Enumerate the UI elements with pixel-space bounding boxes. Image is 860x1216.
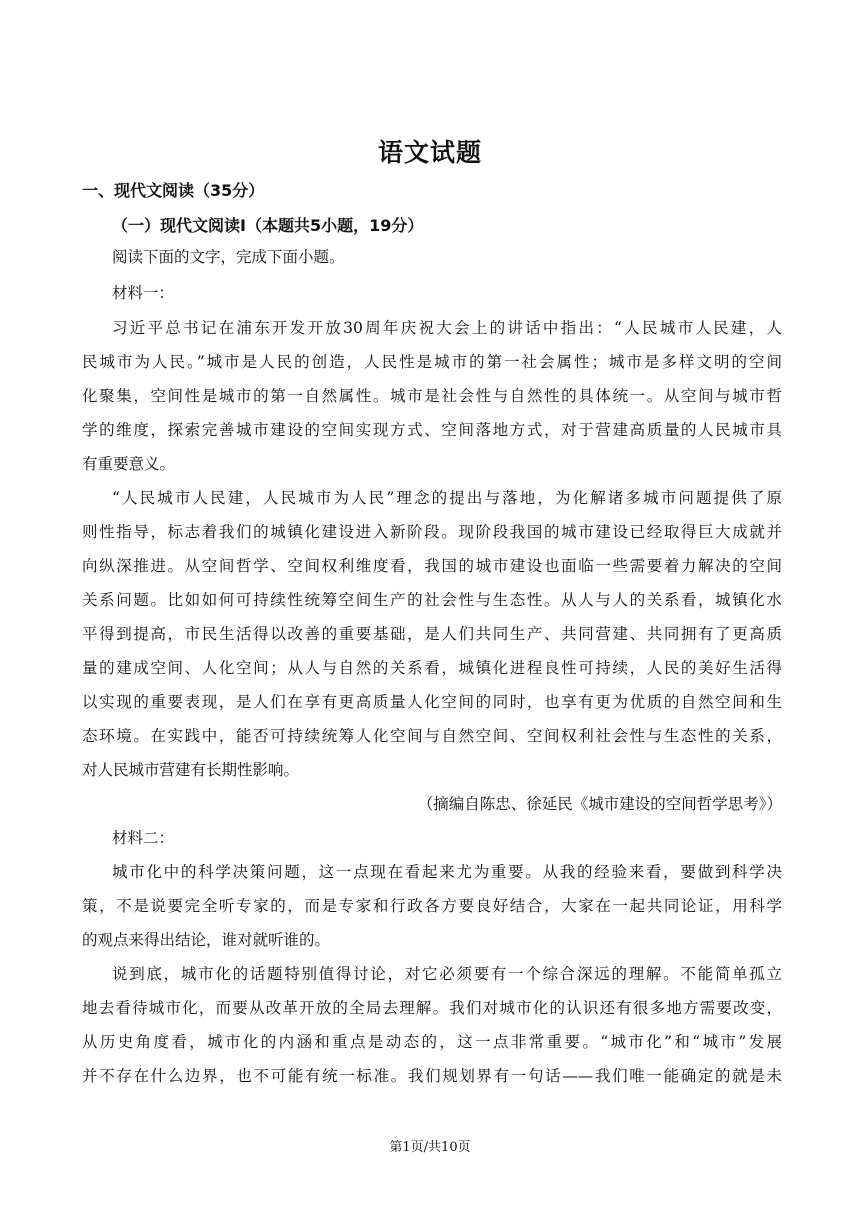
subsection-heading: （一）现代文阅读Ⅰ（本题共5小题，19分） [112,216,424,235]
page-number: 第1页/共10页 [389,1140,471,1155]
text-line: 态环境。在实践中，能否可持续统筹人化空间与自然空间、空间权利社会性与生态性的关系， [82,727,782,745]
text-line: 说到底，城市化的话题特别值得讨论，对它必须要有一个综合深远的理解。不能简单孤立 [112,965,782,983]
page-title: 语文试题 [377,138,482,167]
text-line: “人民城市人民建，人民城市为人民”理念的提出与落地，为化解诸多城市问题提供了原 [112,489,782,507]
material-1-label: 材料一： [112,284,175,302]
material-2-label: 材料二： [112,829,175,847]
text-line: 的观点来得出结论，谁对就听谁的。 [82,931,331,949]
text-line: 习近平总书记在浦东开发开放30周年庆祝大会上的讲话中指出：“人民城市人民建，人 [112,319,782,337]
section-heading: 一、现代文阅读（35分） [82,181,265,200]
text-line: 以实现的重要表现，是人们在享有更高质量人化空间的同时，也享有更为优质的自然空间和生 [82,693,782,711]
text-line: 则性指导，标志着我们的城镇化建设进入新阶段。现阶段我国的城市建设已经取得巨大成就并 [82,523,782,541]
text-line: 平得到提高，市民生活得以改善的重要基础，是人们共同生产、共同营建、共同拥有了更高质 [82,625,782,643]
text-line: 向纵深推进。从空间哲学、空间权利维度看，我国的城市建设也面临一些需要着力解决的空间 [82,557,782,575]
text-line: 并不存在什么边界，也不可能有统一标准。我们规划界有一句话——我们唯一能确定的就是未 [82,1067,782,1085]
text-line: 对人民城市营建有长期性影响。 [82,761,300,779]
source-citation: （摘编自陈忠、徐延民《城市建设的空间哲学思考》） [417,795,782,813]
text-line: 有重要意义。 [82,455,176,473]
text-line: 地去看待城市化，而要从改革开放的全局去理解。我们对城市化的认识还有很多地方需要改变， [82,999,782,1017]
text-line: 量的建成空间、人化空间；从人与自然的关系看，城镇化进程良性可持续，人民的美好生活得 [82,659,782,677]
text-line: 学的维度，探索完善城市建设的空间实现方式、空间落地方式，对于营建高质量的人民城市具 [82,421,782,439]
text-line: 策，不是说要完全听专家的，而是专家和行政各方要良好结合，大家在一起共同论证，用科学 [82,897,782,915]
text-line: 城市化中的科学决策问题，这一点现在看起来尤为重要。从我的经验来看，要做到科学决 [112,863,782,881]
text-line: 民城市为人民。”城市是人民的创造，人民性是城市的第一社会属性；城市是多样文明的空间 [82,353,782,371]
text-line: 关系问题。比如如何可持续性统筹空间生产的社会性与生态性。从人与人的关系看，城镇化水 [82,591,782,609]
text-line: 化聚集，空间性是城市的第一自然属性。城市是社会性与自然性的具体统一。从空间与城市哲 [82,387,782,405]
instruction-text: 阅读下面的文字，完成下面小题。 [112,248,345,266]
text-line: 从历史角度看，城市化的内涵和重点是动态的，这一点非常重要。“城市化”和“城市”发展 [82,1033,782,1051]
